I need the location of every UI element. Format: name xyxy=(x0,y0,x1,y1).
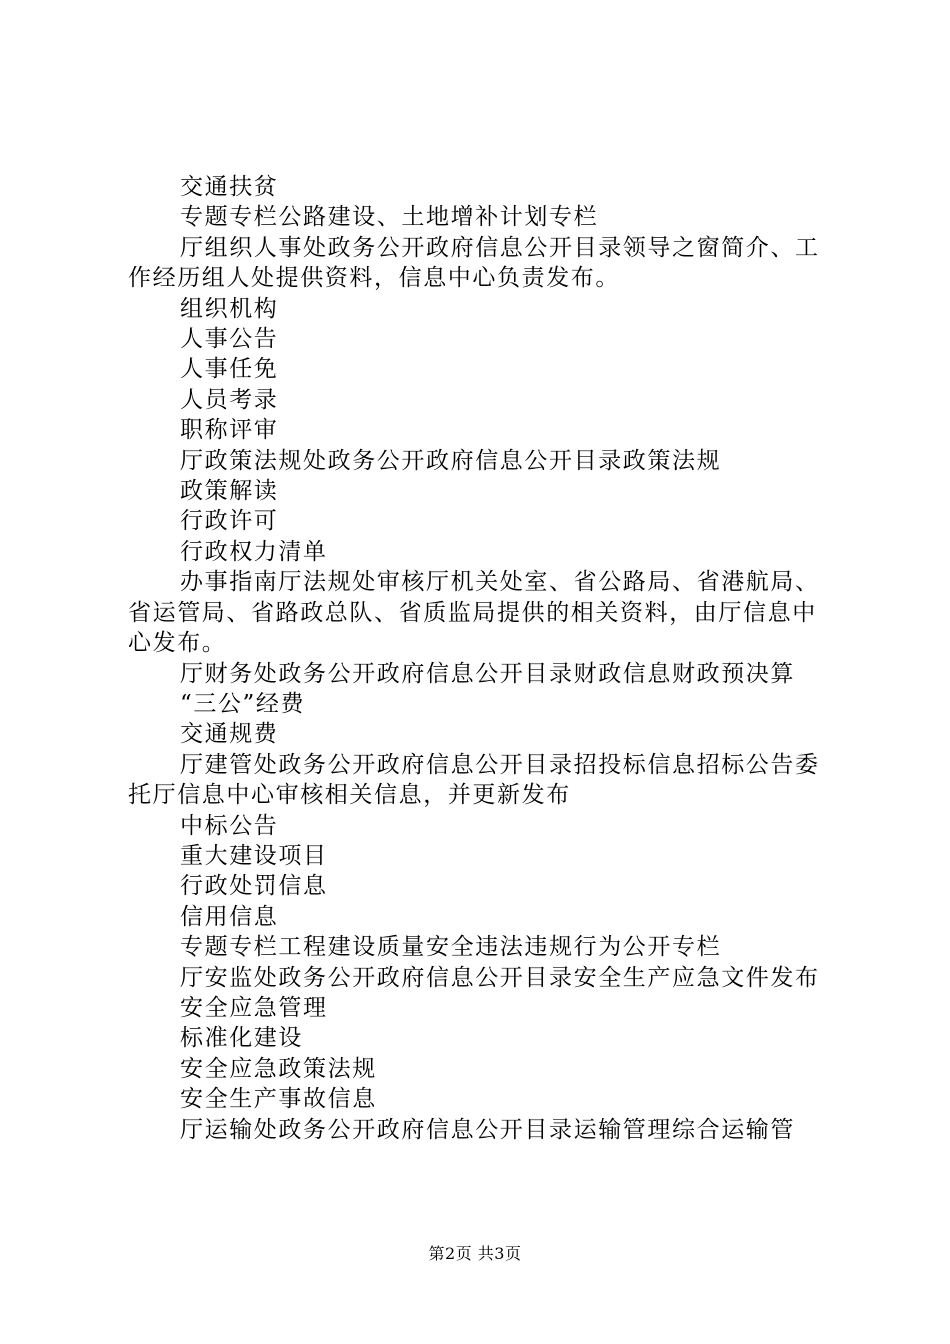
paragraph: 行政许可 xyxy=(180,508,279,535)
paragraph: 安全应急管理 xyxy=(180,994,328,1021)
paragraph: 信用信息 xyxy=(180,903,279,930)
paragraph: 厅安监处政务公开政府信息公开目录安全生产应急文件发布 xyxy=(180,964,820,991)
paragraph: 行政权力清单 xyxy=(180,538,328,565)
paragraph: 人事公告 xyxy=(180,326,279,353)
paragraph: 人员考录 xyxy=(180,386,279,413)
paragraph: 办事指南厅法规处审核厅机关处室、省公路局、省港航局、省运管局、省路政总队、省质监局提供的相关资料，由厅信息中心发布。 xyxy=(128,569,820,657)
paragraph: 安全生产事故信息 xyxy=(180,1086,377,1113)
paragraph: 专题专栏工程建设质量安全违法违规行为公开专栏 xyxy=(180,934,722,961)
document-body xyxy=(128,172,838,1145)
paragraph: 安全应急政策法规 xyxy=(180,1055,377,1082)
paragraph: 行政处罚信息 xyxy=(180,873,328,900)
paragraph: 组织机构 xyxy=(180,295,279,322)
paragraph: 职称评审 xyxy=(180,417,279,444)
paragraph: 厅财务处政务公开政府信息公开目录财政信息财政预决算 xyxy=(180,660,795,687)
paragraph: 中标公告 xyxy=(180,812,279,839)
paragraph: 政策解读 xyxy=(180,478,279,505)
paragraph: 人事任免 xyxy=(180,356,279,383)
paragraph: 重大建设项目 xyxy=(180,842,328,869)
paragraph: “三公”经费 xyxy=(180,690,306,717)
paragraph: 厅组织人事处政务公开政府信息公开目录领导之窗简介、工作经历组人处提供资料，信息中心负责发布。 xyxy=(128,234,820,292)
page-number-footer: 第2页 共3页 xyxy=(428,1244,522,1263)
paragraph: 专题专栏公路建设、土地增补计划专栏 xyxy=(180,204,599,231)
paragraph: 厅建管处政务公开政府信息公开目录招投标信息招标公告委托厅信息中心审核相关信息，并更新发布 xyxy=(128,751,820,809)
paragraph: 厅运输处政务公开政府信息公开目录运输管理综合运输管 xyxy=(180,1116,795,1143)
paragraph: 交通规费 xyxy=(180,721,279,748)
paragraph: 厅政策法规处政务公开政府信息公开目录政策法规 xyxy=(180,447,722,474)
paragraph: 标准化建设 xyxy=(180,1025,303,1052)
paragraph: 交通扶贫 xyxy=(180,174,279,200)
